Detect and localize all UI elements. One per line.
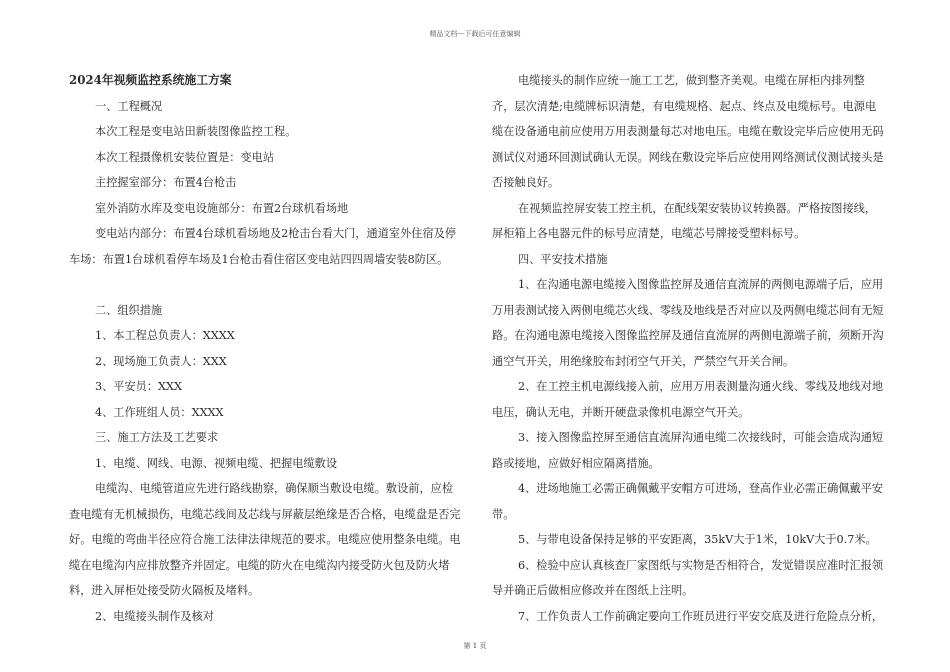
- paragraph: 主控握室部分：布置4台枪击: [95, 176, 237, 189]
- paragraph: 室外消防水库及变电设施部分：布置2台球机看场地: [95, 201, 349, 215]
- paragraph: 本次工程是变电站田新装图像监控工程。: [95, 125, 297, 138]
- list-item: 5、与带电设备保持足够的平安距离，35kV大于1米，10kV大于0.7米。: [518, 533, 877, 546]
- list-item: 6、检验中应认真核查厂家图纸与实物是否相符合，发觉错误应准时汇报领导并确正后做相应修改并在图纸上注明。: [492, 558, 884, 597]
- list-item: 1、在沟通电源电缆接入图像监控屏及通信直流屏的两侧电源端子后，应用万用表测试接入两侧电缆芯火线、零线及地线是否对应以及两侧电缆芯间有无短路。在沟通电源电缆接入图像监控屏及通信直流屏的两侧电源端子前，须断开沟通空气开关，用绝缘胶布封闭空气开关，严禁空气开关合闸。: [492, 278, 884, 368]
- list-item: 7、工作负责人工作前确定要向工作班员进行平安交底及进行危险点分析，: [518, 609, 884, 623]
- document-title: 2024年视频监控系统施工方案: [69, 73, 232, 87]
- list-item: 2、在工控主机电源线接入前，应用万用表测量沟通火线、零线及地线对地电压，确认无电，并断开硬盘录像机电源空气开关。: [492, 380, 884, 419]
- paragraph: 本次工程摄像机安装位置是：变电站: [95, 150, 275, 164]
- blank-line: [69, 272, 461, 298]
- page-footer: 第 1 页: [463, 642, 487, 650]
- list-item: 3、平安员：XXX: [95, 380, 182, 393]
- list-item: 1、本工程总负责人：XXXX: [95, 329, 235, 342]
- list-item: 2、现场施工负责人：XXX: [95, 354, 227, 368]
- section-heading-organization: 二、组织措施: [95, 303, 163, 317]
- subsection-heading: 1、电缆、网线、电源、视频电缆、把握电缆敷设: [95, 456, 338, 470]
- paragraph: 在视频监控屏安装工控主机，在配线架安装协议转换器。严格按图接线，屏柜箱上各电器元件的标号应清楚，电缆芯号牌接受塑料标号。: [492, 201, 877, 240]
- section-heading-overview: 一、工程概况: [95, 99, 163, 113]
- right-column: [492, 68, 884, 629]
- paragraph: 电缆沟、电缆管道应先进行路线勘察，确保顺当敷设电缆。敷设前，应检查电缆有无机械损伤，电缆芯线间及芯线与屏蔽层绝缘是否合格，电缆盘是否完好。电缆的弯曲半径应符合施工法律法律规范的要求。电缆应使用整条电缆。电缆在电缆沟内应排放整齐并固定。电缆的防火在电缆沟内接受防火包及防火堵料，进入屏柜处接受防火隔板及堵料。: [69, 482, 461, 597]
- list-item: 4、工作班组人员：XXXX: [95, 405, 224, 419]
- section-heading-methods: 三、施工方法及工艺要求: [95, 431, 219, 444]
- paragraph: 电缆接头的制作应统一施工工艺，做到整齐美观。电缆在屏柜内排列整齐，层次清楚;电缆牌标识清楚，有电缆规格、起点、终点及电缆标号。电源电缆在设备通电前应使用万用表测量每芯对地电压。电缆在敷设完毕后应使用无码测试仪对通环回测试确认无误。网线在敷设完毕后应使用网络测试仪测试接头是否接触良好。: [492, 74, 884, 189]
- paragraph: 变电站内部分：布置4台球机看场地及2枪击台看大门，通道室外住宿及停车场：布置1台球机看停车场及1台枪击看住宿区变电站四四周墙安装8防区。: [69, 227, 457, 266]
- list-item: 4、进场地施工必需正确佩戴平安帽方可进场，登高作业必需正确佩戴平安带。: [492, 482, 884, 521]
- left-column: [69, 68, 461, 629]
- subsection-heading: 2、电缆接头制作及核对: [95, 609, 214, 623]
- section-heading-safety: 四、平安技术措施: [518, 252, 608, 266]
- list-item: 3、接入图像监控屏至通信直流屏沟通电缆二次接线时，可能会造成沟通短路或接地，应做好相应隔离措施。: [492, 431, 884, 470]
- page-header: 精品文档---下载后可任意编辑: [429, 30, 521, 38]
